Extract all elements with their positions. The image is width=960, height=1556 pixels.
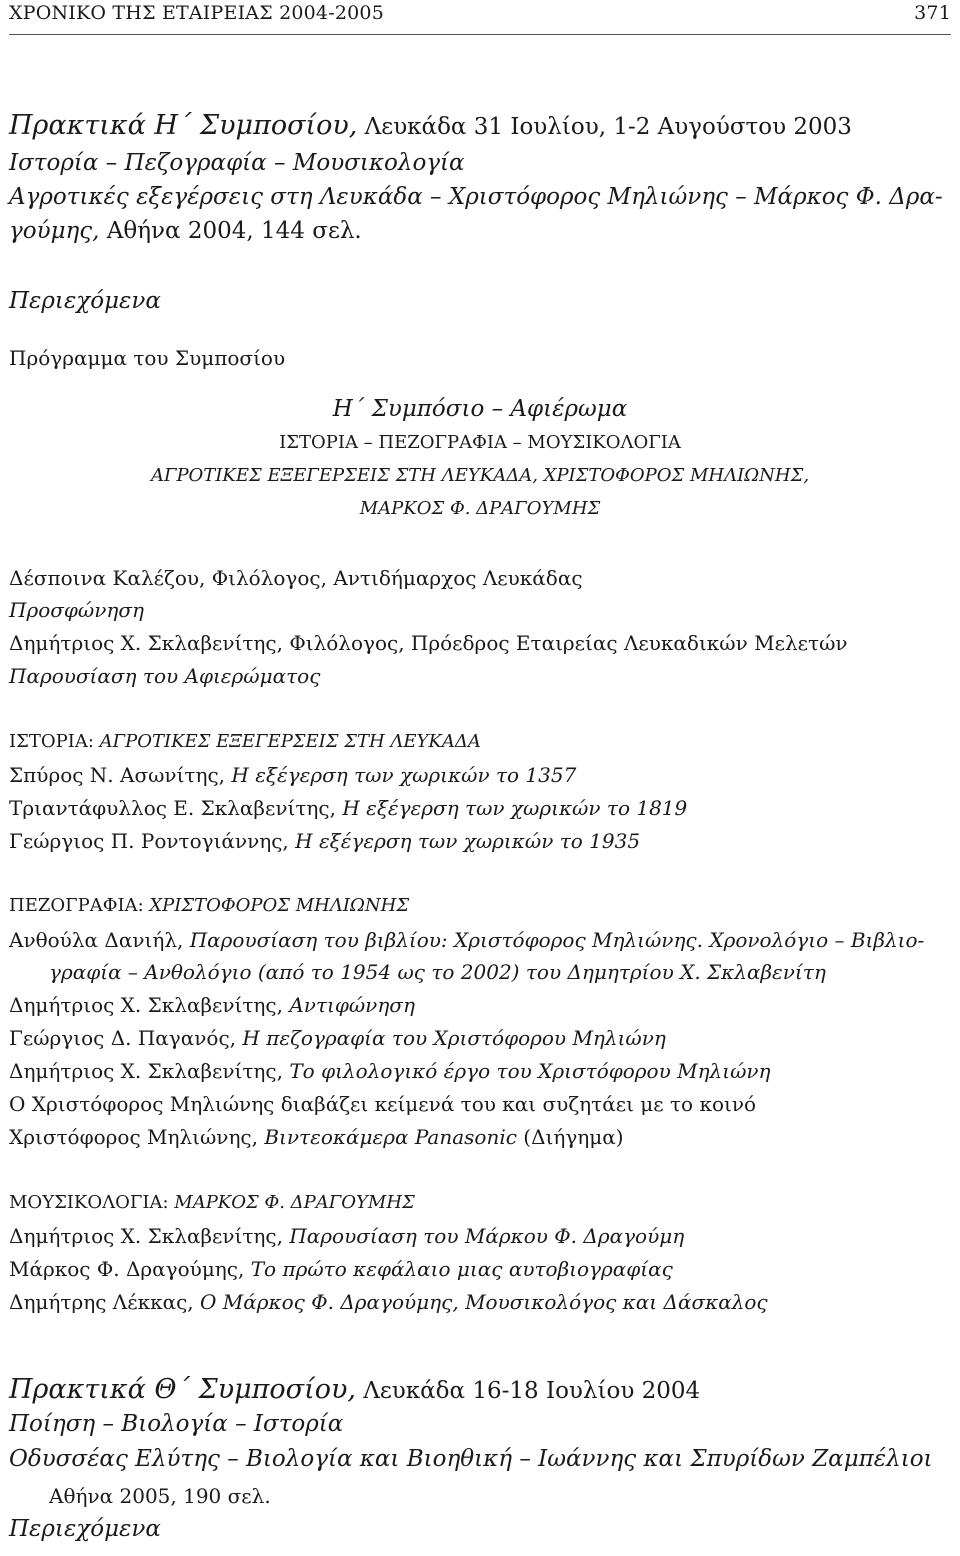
book1-title: Πρακτικά Η΄ Συμποσίου, Λευκάδα 31 Ιουλίου, 1-2 Αυγούστου 2003	[9, 110, 852, 141]
section-history-heading: ΙΣΤΟΡΙΑ: ΑΓΡΟΤΙΚΕΣ ΕΞΕΓΕΡΣΕΙΣ ΣΤΗ ΛΕΥΚΑΔΑ	[9, 731, 481, 752]
book1-program: Πρόγραμμα του Συμποσίου	[9, 346, 286, 370]
entry-talk-1: Προσφώνηση	[9, 598, 144, 622]
history-item: Γεώργιος Π. Ροντογιάννης, Η εξέγερση των χωρικών το 1935	[9, 829, 641, 853]
book1-desc-line2: γούμης, Αθήνα 2004, 144 σελ.	[9, 218, 362, 244]
running-title: ΧΡΟΝΙΚΟ ΤΗΣ ΕΤΑΙΡΕΙΑΣ 2004-2005	[9, 2, 384, 24]
entry-speaker-1: Δέσποινα Καλέζου, Φιλόλογος, Αντιδήμαρχος Λευκάδας	[9, 566, 583, 590]
book1-contents-label: Περιεχόμενα	[9, 288, 161, 314]
music-item: Μάρκος Φ. Δραγούμης, Το πρώτο κεφάλαιο μιας αυτοβιογραφίας	[9, 1257, 673, 1281]
book2-contents-label: Περιεχόμενα	[9, 1516, 161, 1542]
book2-desc-line1: Οδυσσέας Ελύτης – Βιολογία και Βιοηθική – Ιωάννης και Σπυρίδων Ζαμπέλιοι	[9, 1446, 933, 1472]
prose-item: Γεώργιος Δ. Παγανός, Η πεζογραφία του Χριστόφορου Μηλιώνη	[9, 1026, 666, 1050]
entry-speaker-2: Δημήτριος Χ. Σκλαβενίτης, Φιλόλογος, Πρόεδρος Εταιρείας Λευκαδικών Μελετών	[9, 631, 848, 655]
entry-talk-2: Παρουσίαση του Αφιερώματος	[9, 664, 321, 688]
history-item: Τριαντάφυλλος Ε. Σκλαβενίτης, Η εξέγερση των χωρικών το 1819	[9, 796, 688, 820]
book2-title: Πρακτικά Θ΄ Συμποσίου, Λευκάδα 16-18 Ιουλίου 2004	[9, 1374, 701, 1405]
music-item: Δημήτρης Λέκκας, Ο Μάρκος Φ. Δραγούμης, Μουσικολόγος και Δάσκαλος	[9, 1290, 768, 1314]
prose-item: Δημήτριος Χ. Σκλαβενίτης, Αντιφώνηση	[9, 993, 415, 1017]
book1-desc-line1: Αγροτικές εξεγέρσεις στη Λευκάδα – Χριστόφορος Μηλιώνης – Μάρκος Φ. Δρα-	[9, 184, 943, 210]
music-item: Δημήτριος Χ. Σκλαβενίτης, Παρουσίαση του Μάρκου Φ. Δραγούμη	[9, 1224, 685, 1248]
history-item: Σπύρος Ν. Ασωνίτης, Η εξέγερση των χωρικών το 1357	[9, 763, 577, 787]
prose-reading: Ο Χριστόφορος Μηλιώνης διαβάζει κείμενά του και συζητάει με το κοινό	[9, 1092, 757, 1116]
section-prose-heading: ΠΕΖΟΓΡΑΦΙΑ: ΧΡΙΣΤΟΦΟΡΟΣ ΜΗΛΙΩΝΗΣ	[9, 895, 410, 916]
center-line2: ΙΣΤΟΡΙΑ – ΠΕΖΟΓΡΑΦΙΑ – ΜΟΥΣΙΚΟΛΟΓΙΑ	[279, 432, 681, 453]
section-music-heading: ΜΟΥΣΙΚΟΛΟΓΙΑ: ΜΑΡΚΟΣ Φ. ΔΡΑΓΟΥΜΗΣ	[9, 1192, 415, 1213]
page-number: 371	[914, 2, 951, 24]
prose-item: Δημήτριος Χ. Σκλαβενίτης, Το φιλολογικό έργο του Χριστόφορου Μηλιώνη	[9, 1059, 771, 1083]
center-line3: ΑΓΡΟΤΙΚΕΣ ΕΞΕΓΕΡΣΕΙΣ ΣΤΗ ΛΕΥΚΑΔΑ, ΧΡΙΣΤΟΦΟΡΟΣ ΜΗΛΙΩΝΗΣ,	[150, 465, 810, 486]
center-line4: ΜΑΡΚΟΣ Φ. ΔΡΑΓΟΥΜΗΣ	[359, 498, 601, 519]
center-title: Η΄ Συμπόσιο – Αφιέρωμα	[332, 396, 628, 422]
book2-desc-line2: Αθήνα 2005, 190 σελ.	[49, 1484, 271, 1508]
header-rule	[9, 34, 951, 35]
book1-subtitle: Ιστορία – Πεζογραφία – Μουσικολογία	[9, 150, 465, 176]
book2-subtitle: Ποίηση – Βιολογία – Ιστορία	[9, 1411, 344, 1437]
prose-item-1-line1: Ανθούλα Δανιήλ, Παρουσίαση του βιβλίου: Χριστόφορος Μηλιώνης. Χρονολόγιο – Βιβλιο-	[9, 928, 925, 952]
prose-item-1-line2: γραφία – Ανθολόγιο (από το 1954 ως το 2002) του Δημητρίου Χ. Σκλαβενίτη	[49, 960, 826, 984]
prose-item-last: Χριστόφορος Μηλιώνης, Βιντεοκάμερα Panasonic (Διήγημα)	[9, 1125, 624, 1149]
